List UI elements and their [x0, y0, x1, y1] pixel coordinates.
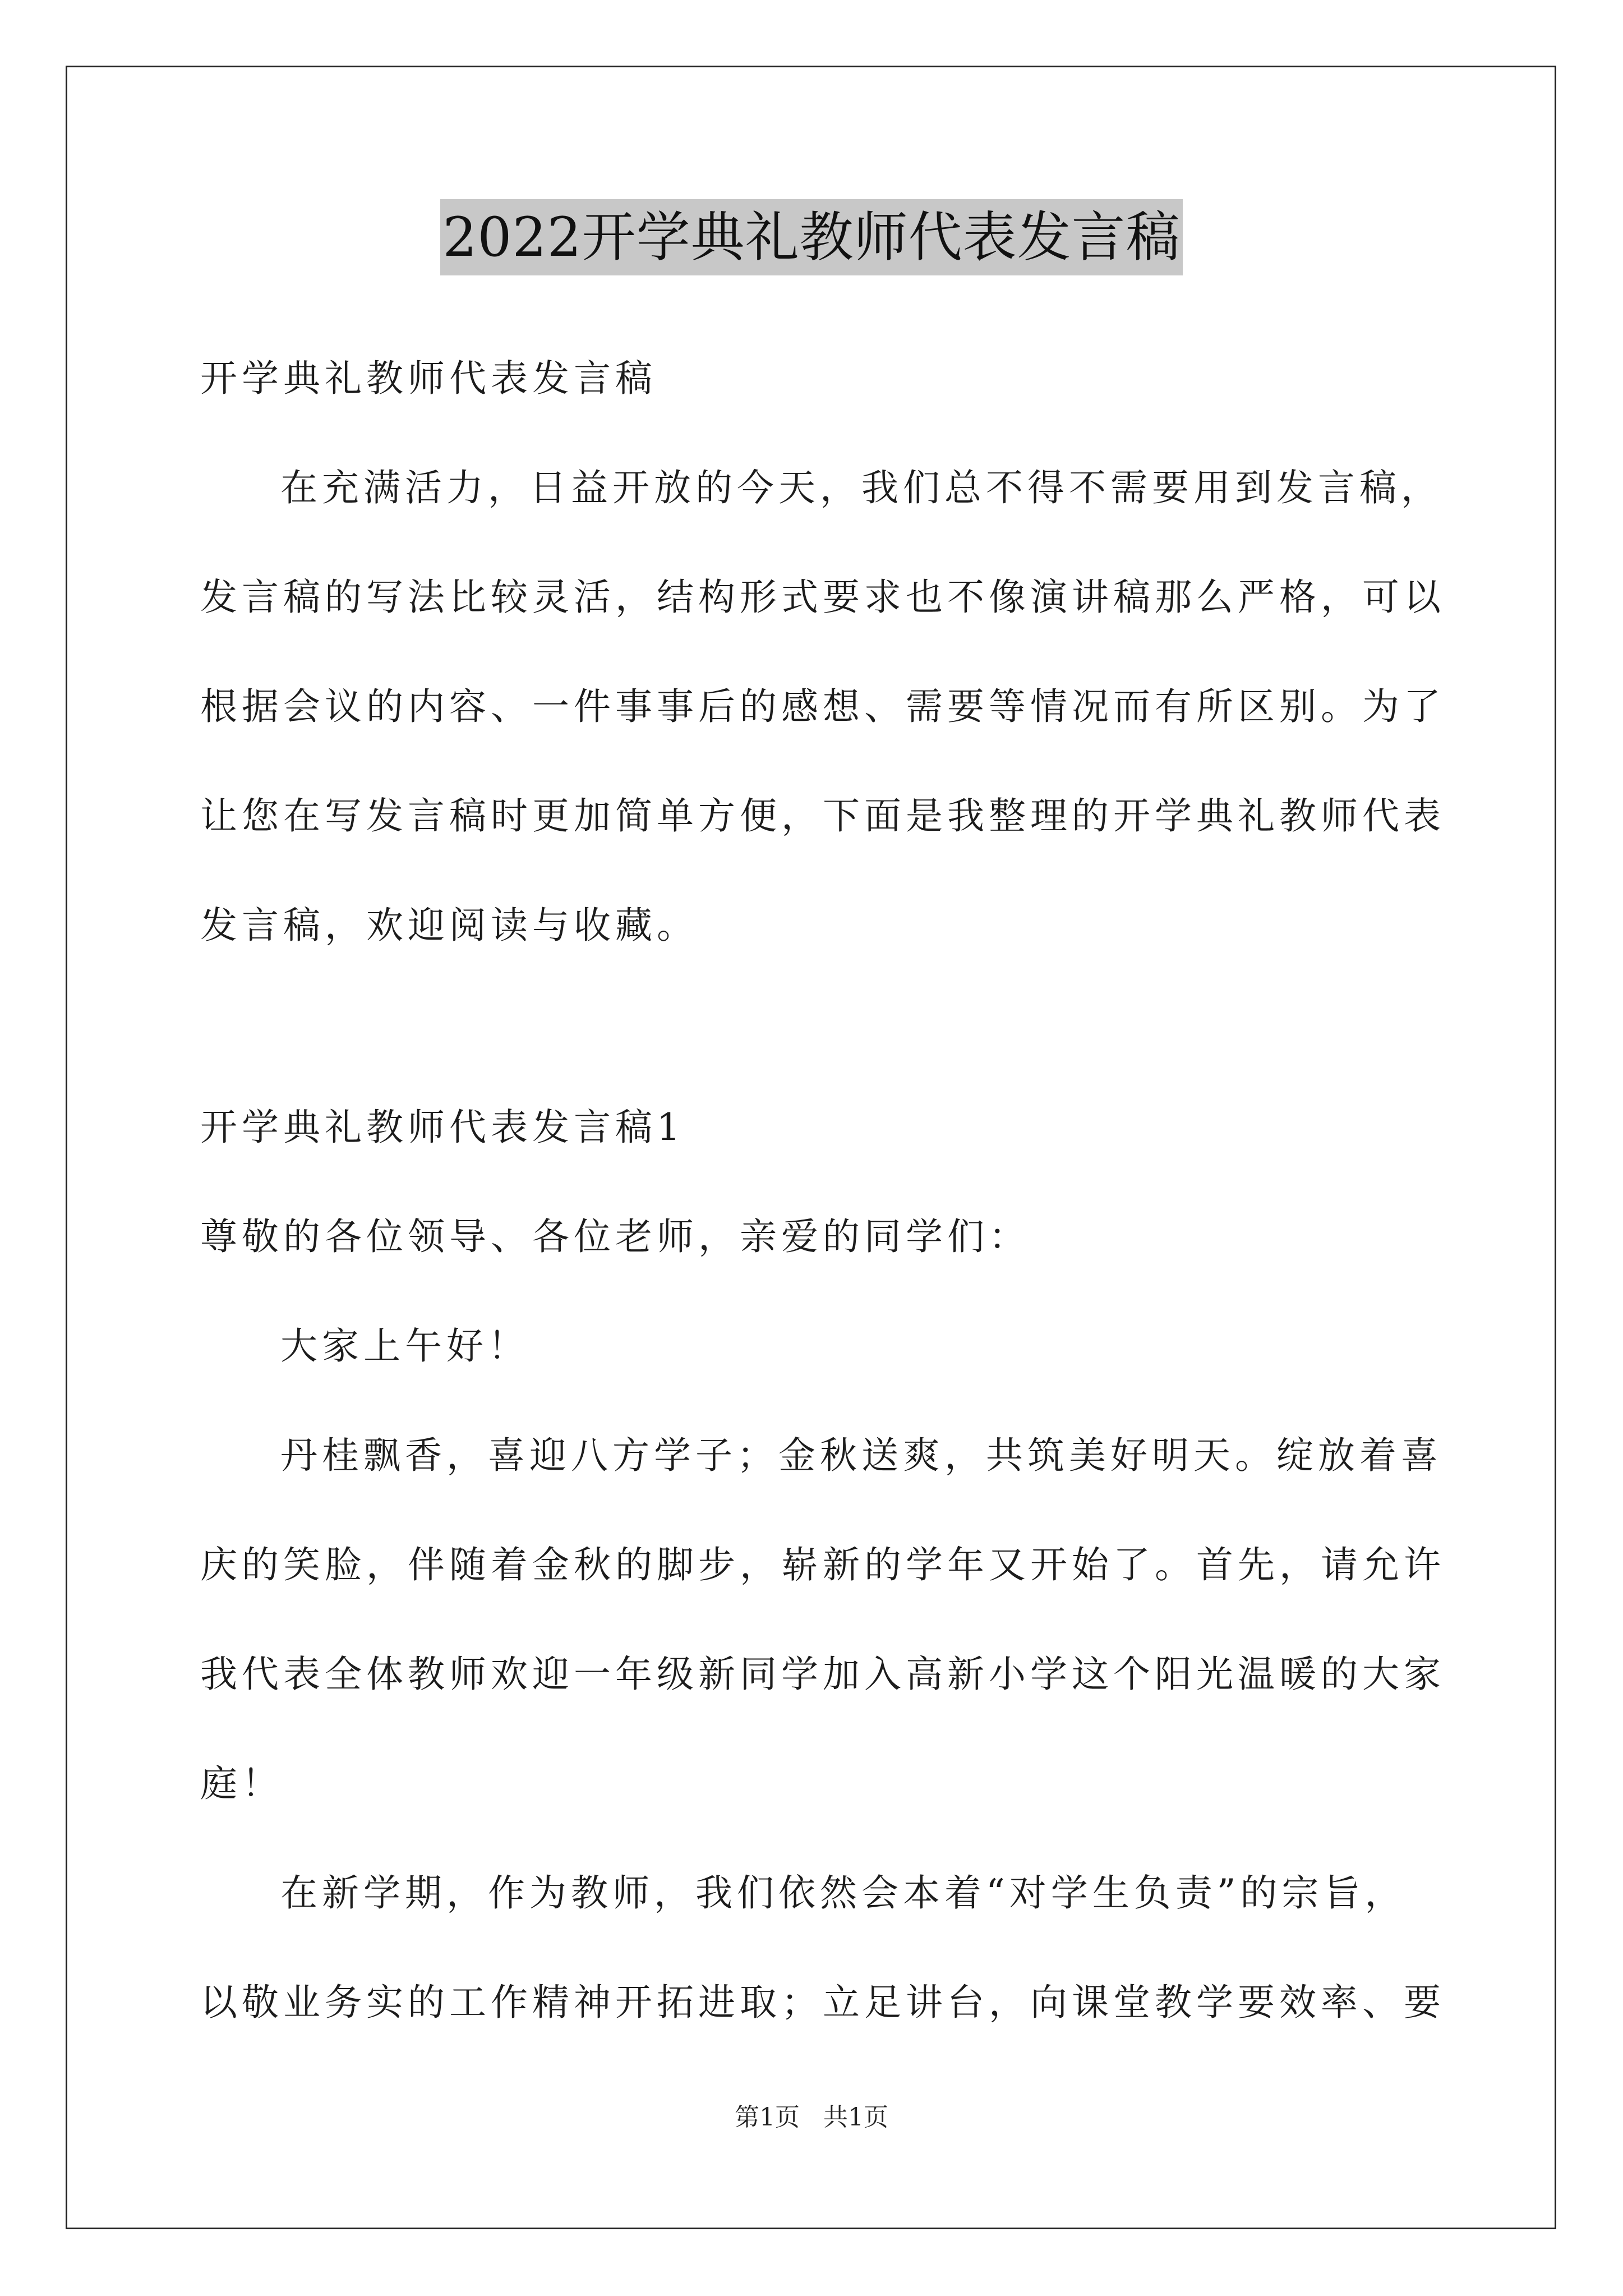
page-footer [0, 2101, 1623, 2134]
paragraph-line: 在充满活力，日益开放的今天，我们总不得不需要用到发言稿， [280, 466, 1442, 509]
paragraph-line: 庆的笑脸，伴随着金秋的脚步，崭新的学年又开始了。首先，请允许 [200, 1543, 1445, 1586]
title-container [0, 199, 1623, 275]
paragraph-line: 让您在写发言稿时更加简单方便，下面是我整理的开学典礼教师代表 [200, 794, 1445, 838]
subtitle-line: 开学典礼教师代表发言稿 [200, 357, 657, 400]
paragraph-line: 发言稿，欢迎阅读与收藏。 [200, 904, 698, 947]
page-number-total: 共1页 [823, 2103, 888, 2132]
paragraph-line: 我代表全体教师欢迎一年级新同学加入高新小学这个阳光温暖的大家 [200, 1653, 1445, 1696]
paragraph-line: 在新学期，作为教师，我们依然会本着“对学生负责”的宗旨， [280, 1871, 1407, 1915]
paragraph-line: 以敬业务实的工作精神开拓进取；立足讲台，向课堂教学要效率、要 [200, 1981, 1445, 2024]
salutation-line: 尊敬的各位领导、各位老师，亲爱的同学们： [200, 1215, 1030, 1258]
section-heading: 开学典礼教师代表发言稿1 [200, 1106, 685, 1149]
paragraph-line: 发言稿的写法比较灵活，结构形式要求也不像演讲稿那么严格，可以 [200, 576, 1445, 619]
document-title: 2022开学典礼教师代表发言稿 [440, 199, 1182, 275]
greeting-line: 大家上午好！ [280, 1324, 529, 1368]
paragraph-line: 庭！ [200, 1762, 283, 1805]
page-number-current: 第1页 [735, 2103, 800, 2132]
paragraph-line: 丹桂飘香，喜迎八方学子；金秋送爽，共筑美好明天。绽放着喜 [280, 1434, 1442, 1477]
paragraph-line: 根据会议的内容、一件事事后的感想、需要等情况而有所区别。为了 [200, 685, 1445, 728]
